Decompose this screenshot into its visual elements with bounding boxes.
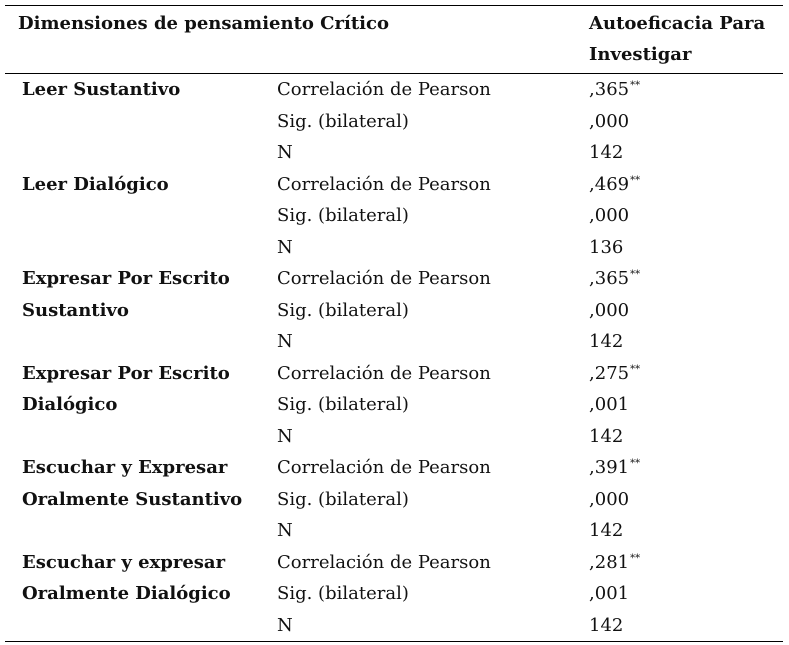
stat-label-pearson: Correlación de Pearson xyxy=(277,457,491,478)
value-pearson: ,469 xyxy=(589,173,630,195)
dimension-name-continued: Oralmente Sustantivo xyxy=(22,488,243,510)
stat-label-pearson: Correlación de Pearson xyxy=(277,268,491,289)
value-cell-n xyxy=(584,610,783,642)
value-cell-n xyxy=(584,421,783,453)
stat-label-n: N xyxy=(277,425,293,447)
value-cell-pearson xyxy=(584,169,783,201)
value-n: 142 xyxy=(589,331,624,352)
value-cell-pearson xyxy=(584,263,783,295)
dimension-empty-cell xyxy=(5,106,272,138)
dimension-name: Escuchar y expresar xyxy=(22,551,226,573)
stat-label-pearson: Correlación de Pearson xyxy=(277,551,491,573)
table-row xyxy=(5,484,783,516)
dimension-empty-cell xyxy=(5,515,272,547)
table-row xyxy=(5,74,783,106)
stat-label-n: N xyxy=(277,520,293,541)
value-n: 142 xyxy=(589,614,624,636)
table-row xyxy=(5,169,783,201)
table-row xyxy=(5,137,783,169)
value-cell-n xyxy=(584,515,783,547)
value-sig: ,000 xyxy=(589,205,630,226)
value-cell-sig xyxy=(584,389,783,421)
stat-label-n: N xyxy=(277,142,293,163)
table-row xyxy=(5,421,783,453)
stat-label-pearson: Correlación de Pearson xyxy=(277,79,491,100)
significance-marker: ** xyxy=(630,552,641,564)
value-sig: ,000 xyxy=(589,488,630,510)
stat-label-sig: Sig. (bilateral) xyxy=(277,110,409,132)
table-row xyxy=(5,200,783,232)
dimension-name-continued: Dialógico xyxy=(22,394,118,415)
dimension-name: Escuchar y Expresar xyxy=(22,457,228,478)
value-pearson: ,365 xyxy=(589,79,630,100)
stat-label-n: N xyxy=(277,614,293,636)
value-sig: ,001 xyxy=(589,583,630,604)
correlation-table xyxy=(5,5,783,642)
value-pearson: ,281 xyxy=(589,551,630,573)
header-dimensions: Dimensiones de pensamiento Crítico xyxy=(18,13,389,34)
significance-marker: ** xyxy=(630,269,641,280)
dimension-empty-cell xyxy=(5,137,272,169)
table-row xyxy=(5,326,783,358)
dimension-name: Leer Sustantivo xyxy=(22,79,181,100)
dimension-name: Expresar Por Escrito xyxy=(22,362,230,384)
table-header-row xyxy=(5,6,783,74)
value-cell-pearson xyxy=(584,74,783,106)
value-cell-pearson xyxy=(584,452,783,484)
value-cell-sig xyxy=(584,484,783,516)
value-n: 142 xyxy=(589,520,624,541)
stat-label-sig: Sig. (bilateral) xyxy=(277,205,409,226)
table-row xyxy=(5,389,783,421)
dimension-empty-cell xyxy=(5,232,272,264)
value-cell-n xyxy=(584,137,783,169)
dimension-name: Expresar Por Escrito xyxy=(22,268,230,289)
value-pearson: ,275 xyxy=(589,362,630,384)
value-sig: ,000 xyxy=(589,299,630,321)
significance-marker: ** xyxy=(630,363,641,375)
value-cell-pearson xyxy=(584,358,783,390)
header-autoeficacia-line1: Autoeficacia Para xyxy=(589,13,766,34)
significance-marker: ** xyxy=(630,174,641,186)
significance-marker: ** xyxy=(630,80,641,91)
value-pearson: ,391 xyxy=(589,457,630,478)
value-cell-pearson xyxy=(584,547,783,579)
table-body xyxy=(5,74,783,642)
table-row xyxy=(5,610,783,642)
value-cell-sig xyxy=(584,578,783,610)
table-row xyxy=(5,515,783,547)
value-pearson: ,365 xyxy=(589,268,630,289)
correlation-table-container xyxy=(5,5,783,642)
value-cell-sig xyxy=(584,106,783,138)
stat-label-sig: Sig. (bilateral) xyxy=(277,583,409,604)
value-cell-n xyxy=(584,232,783,264)
table-row xyxy=(5,547,783,579)
header-autoeficacia-line2: Investigar xyxy=(589,44,692,65)
dimension-name: Leer Dialógico xyxy=(22,173,169,195)
dimension-empty-cell xyxy=(5,421,272,453)
table-row xyxy=(5,106,783,138)
stat-label-n: N xyxy=(277,236,293,258)
table-row xyxy=(5,295,783,327)
stat-label-n: N xyxy=(277,331,293,352)
value-n: 136 xyxy=(589,236,624,258)
value-cell-n xyxy=(584,326,783,358)
value-n: 142 xyxy=(589,142,624,163)
dimension-name-continued: Sustantivo xyxy=(22,299,129,321)
stat-label-sig: Sig. (bilateral) xyxy=(277,299,409,321)
dimension-empty-cell xyxy=(5,200,272,232)
dimension-empty-cell xyxy=(5,610,272,642)
stat-label-pearson: Correlación de Pearson xyxy=(277,362,491,384)
table-row xyxy=(5,358,783,390)
value-n: 142 xyxy=(589,425,624,447)
table-row xyxy=(5,578,783,610)
stat-label-sig: Sig. (bilateral) xyxy=(277,488,409,510)
value-sig: ,001 xyxy=(589,394,630,415)
significance-marker: ** xyxy=(630,458,641,469)
table-row xyxy=(5,263,783,295)
table-row xyxy=(5,232,783,264)
stat-label-pearson: Correlación de Pearson xyxy=(277,173,491,195)
value-cell-sig xyxy=(584,200,783,232)
dimension-empty-cell xyxy=(5,326,272,358)
header-autoeficacia xyxy=(584,6,783,74)
value-cell-sig xyxy=(584,295,783,327)
value-sig: ,000 xyxy=(589,110,630,132)
stat-label-sig: Sig. (bilateral) xyxy=(277,394,409,415)
table-row xyxy=(5,452,783,484)
dimension-name-continued: Oralmente Dialógico xyxy=(22,583,231,604)
